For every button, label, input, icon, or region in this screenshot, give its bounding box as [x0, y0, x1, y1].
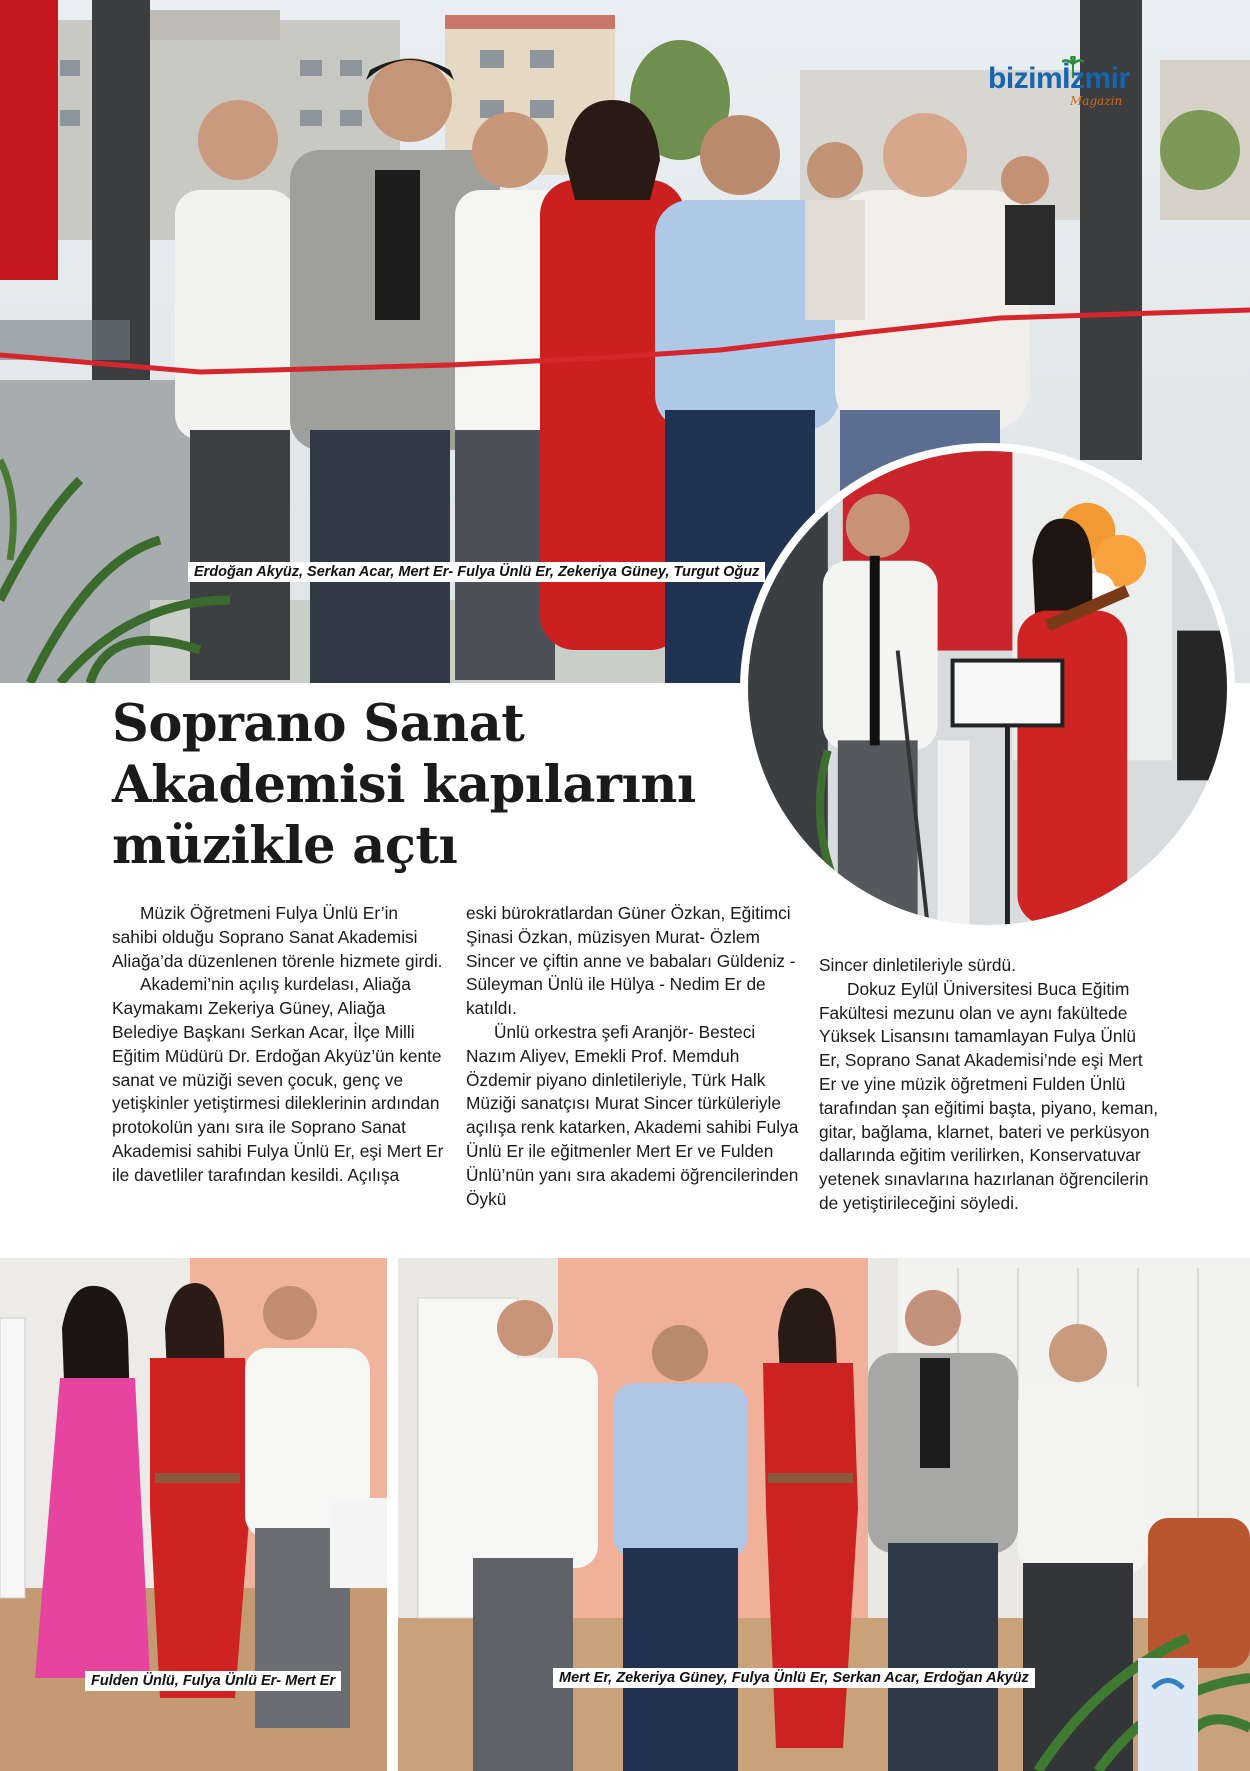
palm-icon — [1062, 56, 1084, 78]
brand-logo — [988, 56, 1158, 116]
article-headline: Soprano Sanat Akademisi kapılarını müzikle açtı — [112, 694, 696, 876]
paragraph: Sincer dinletileriyle sürdü. — [819, 955, 1016, 975]
paragraph: Müzik Öğretmeni Fulya Ünlü Er’in sahibi olduğu Soprano Sanat Akademisi Aliağa’da düzenlenen törenle hizmete girdi. — [112, 903, 443, 971]
paragraph: eski bürokratlardan Güner Özkan, Eğitimci Şinasi Özkan, müzisyen Murat- Özlem Sincer ve çiftin anne ve babaları Güldeniz - Süleyman Ünlü ile Hülya - Nedim Er de katıldı. — [466, 903, 796, 1019]
bottom-right-caption: Mert Er, Zekeriya Güney, Fulya Ünlü Er, Serkan Acar, Erdoğan Akyüz — [553, 1668, 1035, 1688]
paragraph: Dokuz Eylül Üniversitesi Buca Eğitim Fakültesi mezunu olan ve aynı fakültede Yüksek Lisansını tamamlayan Fulya Ünlü Er, Soprano Sanat Akademisi’nde eşi Mert Er ve yine müzik öğretmeni Fulden Ünlü tarafından şan eğitimi başta, piyano, keman, gitar, bağlama, klarnet, bateri ve perküsyon dallarında eğitim verilirken, Konservatuvar yetenek sınavlarına hazırlanan öğrencilerin de yetiştirileceğini söyledi. — [819, 978, 1159, 1213]
article-column-3 — [819, 954, 1159, 1216]
logo-text: bizimİzmir — [988, 62, 1130, 95]
bottom-left-caption: Fulden Ünlü, Fulya Ünlü Er- Mert Er — [85, 1671, 341, 1691]
paragraph: Akademi’nin açılış kurdelası, Aliağa Kaymakamı Zekeriya Güney, Aliağa Belediye Başkanı Serkan Acar, İlçe Milli Eğitim Müdürü Dr. Erdoğan Akyüz’ün kente sanat ve müziği seven çocuk, genç ve yetişkinler yetiştirmesi dileklerinin ardından protokolün yanı sıra ile Soprano Sanat Akademisi sahibi Fulya Ünlü Er, eşi Mert Er ile davetliler tarafından kesildi. Açılışa — [112, 974, 444, 1185]
paragraph: Ünlü orkestra şefi Aranjör- Besteci Nazım Aliyev, Emekli Prof. Memduh Özdemir piyano dinletileriyle, Türk Halk Müziği sanatçısı Murat Sincer türküleriyle açılışa renk katarken, Akademi sahibi Fulya Ünlü Er ile eğitmenler Mert Er ve Fulden Ünlü’nün yanı sıra akademi öğrencilerinden Öykü — [466, 1021, 799, 1209]
group-photo — [398, 1258, 1250, 1771]
top-photo-caption: Erdoğan Akyüz, Serkan Acar, Mert Er- Fulya Ünlü Er, Zekeriya Güney, Turgut Oğuz — [188, 562, 765, 582]
logo-subtitle: Magazin — [1070, 94, 1123, 108]
trio-photo — [0, 1258, 387, 1771]
article-column-2 — [466, 902, 801, 1211]
article-column-1 — [112, 902, 447, 1188]
musicians-circle-photo — [740, 443, 1235, 933]
photo-gutter — [387, 1258, 398, 1771]
